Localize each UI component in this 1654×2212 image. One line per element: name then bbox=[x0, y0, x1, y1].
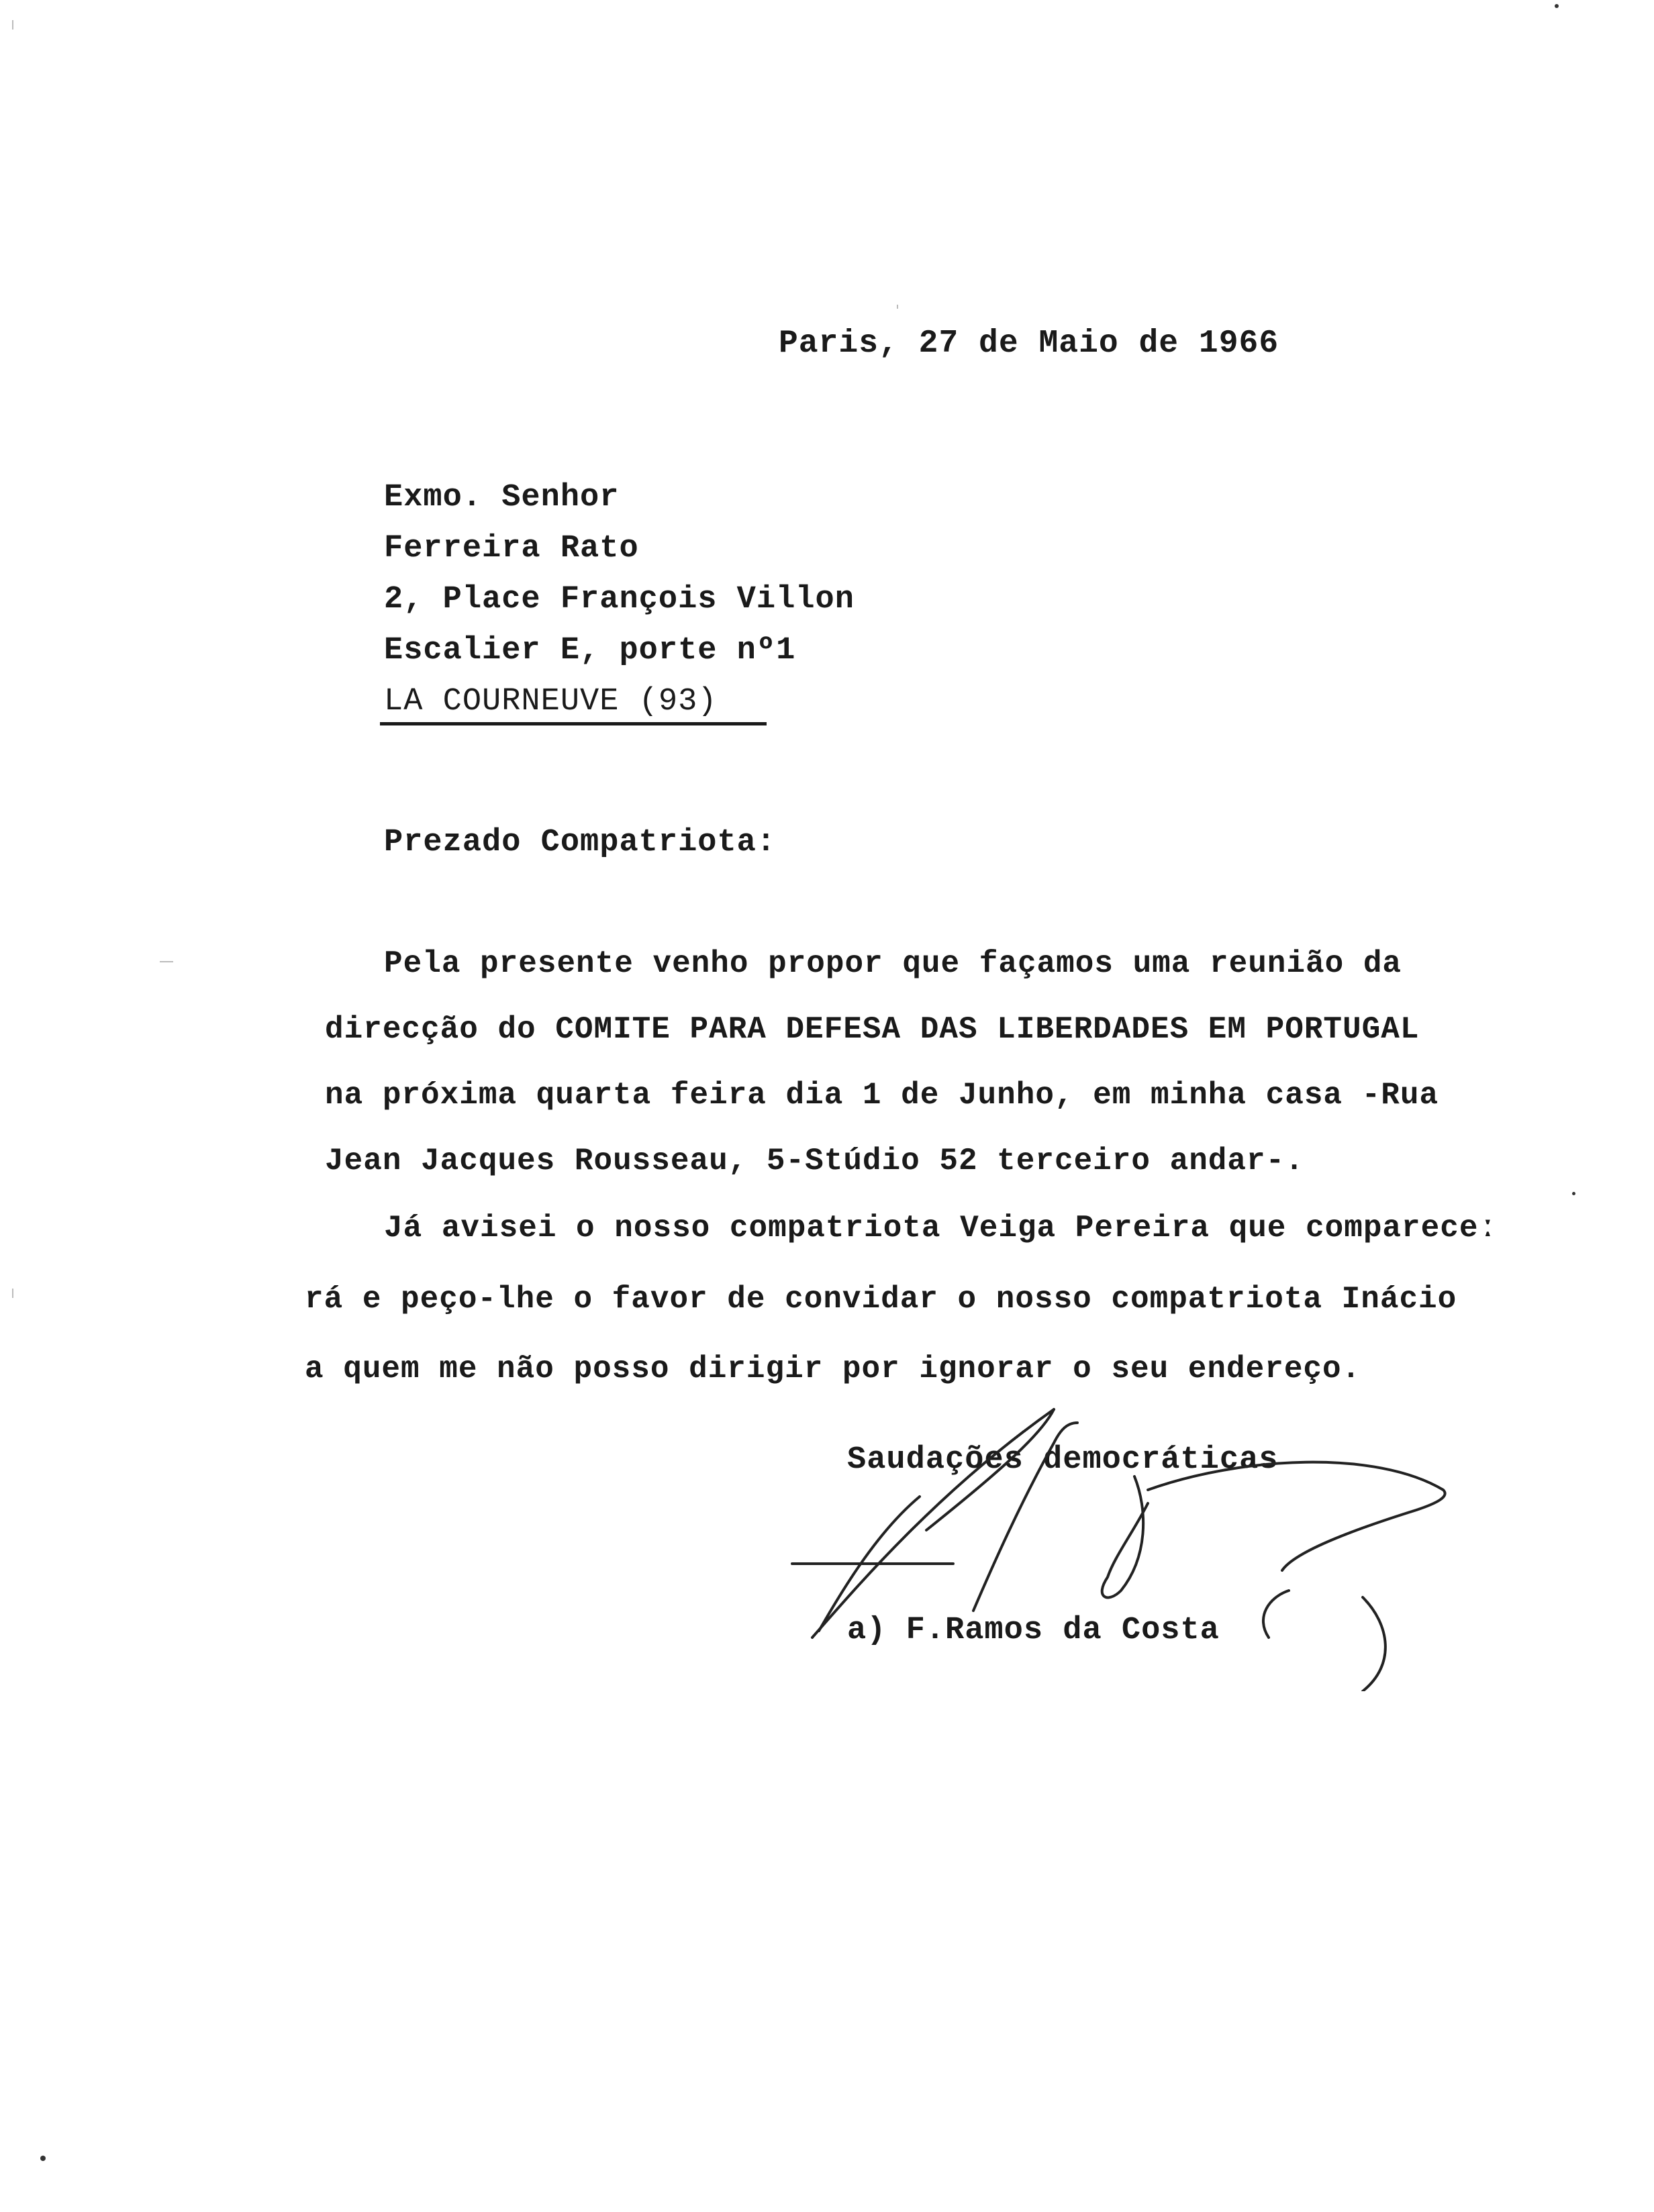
recipient-staircase: Escalier E, porte nº1 bbox=[384, 633, 796, 668]
margin-mark bbox=[12, 20, 13, 30]
recipient-name: Ferreira Rato bbox=[384, 531, 639, 566]
recipient-city: LA COURNEUVE (93) bbox=[384, 684, 718, 719]
recipient-street: 2, Place François Villon bbox=[384, 582, 855, 617]
paper-speck bbox=[1555, 4, 1559, 8]
body-line: direcção do COMITE PARA DEFESA DAS LIBERDADES EM PORTUGAL bbox=[325, 1012, 1420, 1047]
body-line: rá e peço-lhe o favor de convidar o nosso compatriota Inácio bbox=[305, 1282, 1457, 1317]
body-line: Jean Jacques Rousseau, 5-Stúdio 52 terceiro andar-. bbox=[325, 1144, 1304, 1178]
paper-speck bbox=[1572, 1192, 1575, 1195]
recipient-title: Exmo. Senhor bbox=[384, 480, 620, 515]
body-line: Já avisei o nosso compatriota Veiga Pereira que compareceː bbox=[384, 1211, 1498, 1246]
margin-mark bbox=[160, 961, 173, 962]
paper-speck bbox=[40, 2156, 46, 2161]
signed-name: a) F.Ramos da Costa bbox=[847, 1613, 1220, 1648]
margin-mark bbox=[12, 1289, 13, 1298]
margin-mark bbox=[897, 305, 898, 309]
city-underline bbox=[380, 722, 767, 725]
salutation: Prezado Compatriota: bbox=[384, 825, 777, 860]
body-line: na próxima quarta feira dia 1 de Junho, em minha casa -Rua bbox=[325, 1078, 1439, 1113]
body-line: Pela presente venho propor que façamos uma reunião da bbox=[384, 946, 1402, 981]
handwritten-signature bbox=[772, 1396, 1457, 1691]
body-line: a quem me não posso dirigir por ignorar o seu endereço. bbox=[305, 1352, 1361, 1387]
closing: Saudações democráticas bbox=[847, 1442, 1279, 1478]
letter-date: Paris, 27 de Maio de 1966 bbox=[779, 325, 1279, 362]
